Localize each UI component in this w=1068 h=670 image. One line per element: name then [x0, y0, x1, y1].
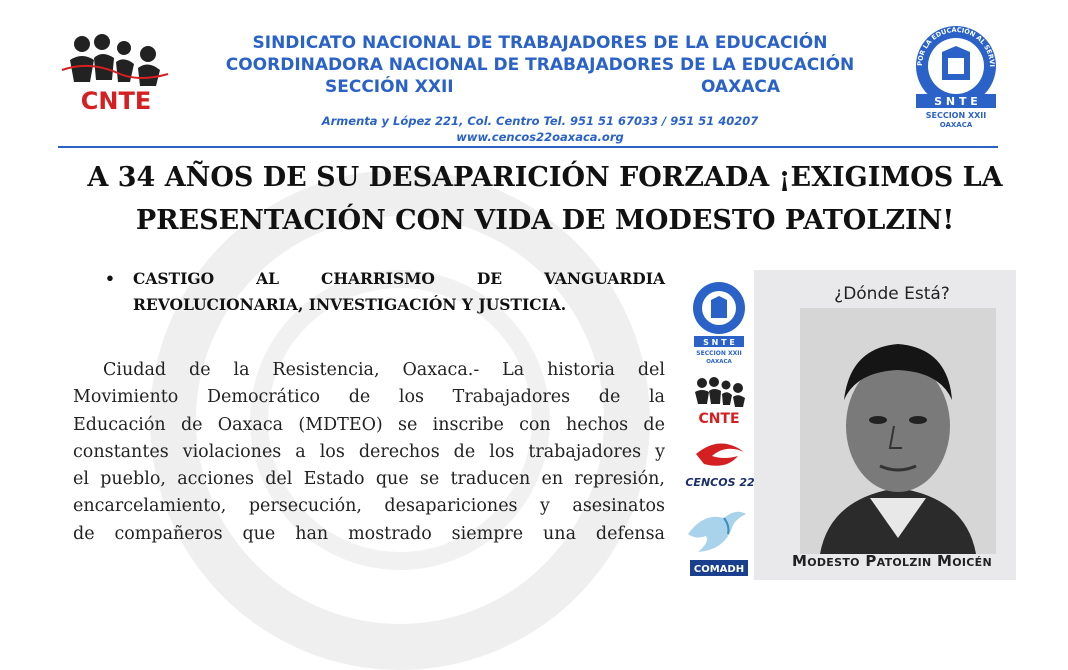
title-line-2: PRESENTACIÓN CON VIDA DE MODESTO PATOLZIN! — [135, 205, 955, 236]
header — [180, 32, 900, 98]
header-website[interactable]: www.cencos22oaxaca.org — [456, 130, 624, 144]
cnte-logo-text: CNTE — [80, 87, 152, 115]
body-line: el pueblo, acciones del Estado que se traducen en represión, — [73, 469, 665, 490]
body-paragraph — [73, 357, 665, 548]
header-line-coordinator: COORDINADORA NACIONAL DE TRABAJADORES DE LA EDUCACIÓN — [225, 55, 855, 75]
page-title — [85, 156, 1005, 242]
body-line: Ciudad de la Resistencia, Oaxaca.- La historia del — [103, 360, 665, 380]
poster-comadh-logo — [684, 504, 750, 580]
poster-snte-state: OAXACA — [706, 359, 732, 365]
poster-cnte-text: CNTE — [698, 411, 740, 427]
portrait-photo — [800, 308, 996, 554]
body-line: Educación de Oaxaca (MDTEO) se inscribe con hechos de — [73, 414, 665, 435]
poster-cencos-logo — [685, 434, 755, 494]
body-line: constantes violaciones a los derechos de los trabajadores y — [73, 441, 665, 462]
snte-logo-text: S N T E — [934, 95, 978, 108]
bullet-point — [105, 266, 665, 318]
header-address: Armenta y López 221, Col. Centro Tel. 951 51 67033 / 951 51 40207 — [321, 114, 759, 128]
header-contact — [180, 113, 900, 145]
header-divider — [58, 146, 998, 148]
poster-question: ¿Dónde Está? — [834, 284, 950, 304]
missing-person-poster — [682, 270, 1016, 580]
snte-logo — [908, 22, 1004, 130]
header-section: SECCIÓN XXII — [325, 77, 454, 97]
poster-snte-section: SECCION XXII — [696, 350, 742, 357]
poster-snte-text: S N T E — [703, 338, 735, 347]
cnte-logo — [60, 30, 172, 114]
poster-person-name: Modesto Patolzin Moicén — [792, 552, 992, 570]
poster-comadh-text: COMADH — [693, 564, 745, 575]
snte-logo-state: OAXACA — [939, 121, 973, 129]
header-state: OAXACA — [700, 77, 780, 97]
body-line: encarcelamiento, persecución, desapariciones y asesinatos — [73, 496, 665, 517]
poster-logo-column — [682, 270, 754, 580]
bullet-line-2: REVOLUCIONARIA, INVESTIGACIÓN Y JUSTICIA. — [133, 295, 567, 314]
bullet-dot-icon: • — [105, 269, 115, 288]
header-line-union: SINDICATO NACIONAL DE TRABAJADORES DE LA EDUCACIÓN — [252, 33, 828, 53]
body-line: de compañeros que han mostrado siempre una defensa — [73, 523, 665, 544]
snte-logo-arc-text: POR LA EDUCACIÓN AL SERVI — [915, 25, 997, 67]
snte-logo-section: SECCION XXII — [925, 111, 987, 120]
bullet-line-1: CASTIGO AL CHARRISMO DE VANGUARDIA — [133, 269, 665, 288]
poster-cnte-logo — [690, 374, 748, 426]
body-line: Movimiento Democrático de los Trabajadores de la — [73, 387, 665, 408]
poster-cencos-text: CENCOS 22 — [685, 476, 755, 489]
title-line-1: A 34 AÑOS DE SU DESAPARICIÓN FORZADA ¡EXIGIMOS LA — [87, 162, 1003, 193]
poster-snte-logo — [690, 280, 748, 366]
